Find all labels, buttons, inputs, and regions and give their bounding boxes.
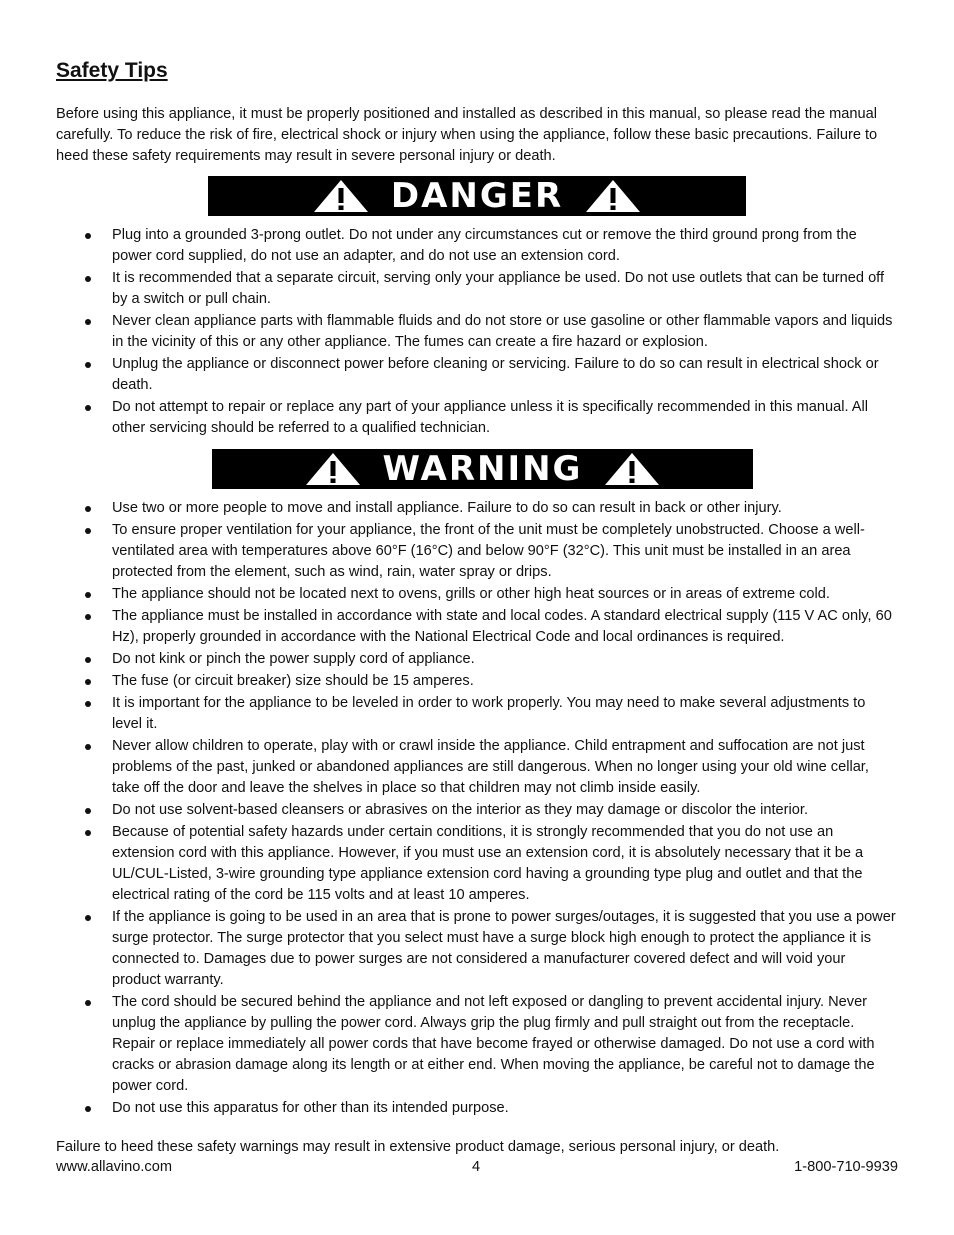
list-item	[56, 354, 898, 396]
bullet-icon	[85, 1000, 91, 1006]
list-item-text: Unplug the appliance or disconnect power before cleaning or servicing. Failure to do so can result in electrical shock or death.	[112, 356, 879, 393]
page-title: Safety Tips	[56, 59, 168, 82]
list-item	[56, 671, 898, 692]
list-item-text: Do not use solvent-based cleansers or abrasives on the interior as they may damage or discolor the interior.	[112, 802, 808, 818]
bullet-icon	[85, 744, 91, 750]
warning-triangle-icon	[604, 452, 660, 486]
list-item-text: Because of potential safety hazards under certain conditions, it is strongly recommended that you do not use an extension cord with this appliance. However, if you must use an extension cord, it is absolutely necessary that it be a UL/CUL-Listed, 3-wire grounding type appliance extension cord having a grounding type plug and outlet and that the electrical rating of the cord be 115 volts and at least 10 amperes.	[112, 824, 864, 903]
list-item-text: Never allow children to operate, play with or crawl inside the appliance. Child entrapment and suffocation are not just problems of the past, junked or abandoned appliances are still dangerous. When no longer using your old wine cellar, take off the door and leave the shelves in place so that children may not climb inside easily.	[112, 738, 869, 796]
list-item-text: Do not kink or pinch the power supply cord of appliance.	[112, 651, 475, 667]
list-item	[56, 736, 898, 799]
list-item	[56, 649, 898, 670]
list-item	[56, 693, 898, 735]
list-item	[56, 822, 898, 906]
list-item-text: Never clean appliance parts with flammable fluids and do not store or use gasoline or other flammable vapors and liquids in the vicinity of this or any other appliance. The fumes can create a fire hazard or explosion.	[112, 313, 893, 350]
list-item	[56, 268, 898, 310]
list-item-text: If the appliance is going to be used in an area that is prone to power surges/outages, it is suggested that you use a power surge protector. The surge protector that you select must have a surge block high enough to protect the appliance it is connected to. Damages due to power surges are not considered a manufacturer covered defect and will void your product warranty.	[112, 909, 896, 988]
bullet-icon	[85, 506, 91, 512]
warning-label: WARNING	[382, 449, 583, 489]
bullet-icon	[85, 701, 91, 707]
bullet-icon	[85, 808, 91, 814]
page-content	[56, 56, 898, 1158]
warning-triangle-icon	[305, 452, 361, 486]
list-item-text: It is recommended that a separate circuit, serving only your appliance be used. Do not use outlets that can be turned off by a switch or pull chain.	[112, 270, 885, 307]
list-item	[56, 520, 898, 583]
bullet-icon	[85, 679, 91, 685]
bullet-icon	[85, 592, 91, 598]
danger-list	[56, 225, 898, 439]
closing-statement: Failure to heed these safety warnings may result in extensive product damage, serious personal injury, or death.	[56, 1139, 780, 1155]
bullet-icon	[85, 915, 91, 921]
danger-banner	[208, 176, 746, 216]
bullet-icon	[85, 362, 91, 368]
list-item-text: The fuse (or circuit breaker) size should be 15 amperes.	[112, 673, 474, 689]
bullet-icon	[85, 830, 91, 836]
list-item-text: Plug into a grounded 3-prong outlet. Do not under any circumstances cut or remove the third ground prong from the power cord supplied, do not use an adapter, and do not use an extension cord.	[112, 227, 857, 264]
bullet-icon	[85, 233, 91, 239]
list-item-text: The appliance must be installed in accordance with state and local codes. A standard electrical supply (115 V AC only, 60 Hz), properly grounded in accordance with the National Electrical Code and local ordinances is required.	[112, 608, 892, 645]
warning-list	[56, 498, 898, 1119]
bullet-icon	[85, 614, 91, 620]
danger-label: DANGER	[390, 176, 564, 216]
list-item	[56, 397, 898, 439]
list-item	[56, 225, 898, 267]
bullet-icon	[85, 657, 91, 663]
list-item	[56, 584, 898, 605]
bullet-icon	[85, 405, 91, 411]
bullet-icon	[85, 276, 91, 282]
intro-paragraph: Before using this appliance, it must be properly positioned and installed as described in this manual, so please read the manual carefully. To reduce the risk of fire, electrical shock or injury when using the appliance, follow these basic precautions. Failure to heed these safety requirements may result in severe personal injury or death.	[56, 106, 878, 164]
bullet-icon	[85, 319, 91, 325]
page-footer	[56, 1157, 898, 1178]
list-item-text: Do not use this apparatus for other than its intended purpose.	[112, 1100, 509, 1116]
list-item-text: It is important for the appliance to be leveled in order to work properly. You may need to make several adjustments to level it.	[112, 695, 866, 732]
list-item-text: Use two or more people to move and install appliance. Failure to do so can result in back or other injury.	[112, 500, 782, 516]
list-item	[56, 498, 898, 519]
list-item-text: The cord should be secured behind the appliance and not left exposed or dangling to prevent accidental injury. Never unplug the appliance by pulling the power cord. Always grip the plug firmly and pull straight out from the receptacle. Repair or replace immediately all power cords that have become frayed or otherwise damaged. Do not use a cord with cracks or abrasion damage along its length or at either end. When moving the appliance, be careful not to damage the power cord.	[112, 994, 875, 1094]
footer-phone: 1-800-710-9939	[794, 1159, 898, 1175]
list-item	[56, 606, 898, 648]
warning-triangle-icon	[585, 179, 641, 213]
warning-banner	[212, 449, 753, 489]
footer-page-number: 4	[472, 1159, 481, 1175]
list-item-text: To ensure proper ventilation for your appliance, the front of the unit must be completely unobstructed. Choose a well-ventilated area with temperatures above 60°F (16°C) and below 90°F (32°C). This unit must be installed in an area protected from the element, such as wind, rain, water spray or drips.	[112, 522, 865, 580]
list-item	[56, 907, 898, 991]
list-item-text: Do not attempt to repair or replace any part of your appliance unless it is specifically recommended in this manual. All other servicing should be referred to a qualified technician.	[112, 399, 869, 436]
list-item	[56, 1098, 898, 1119]
list-item-text: The appliance should not be located next to ovens, grills or other high heat sources or in areas of extreme cold.	[112, 586, 830, 602]
warning-triangle-icon	[313, 179, 369, 213]
list-item	[56, 800, 898, 821]
bullet-icon	[85, 1106, 91, 1112]
list-item	[56, 992, 898, 1097]
bullet-icon	[85, 528, 91, 534]
list-item	[56, 311, 898, 353]
footer-website: www.allavino.com	[56, 1159, 172, 1175]
